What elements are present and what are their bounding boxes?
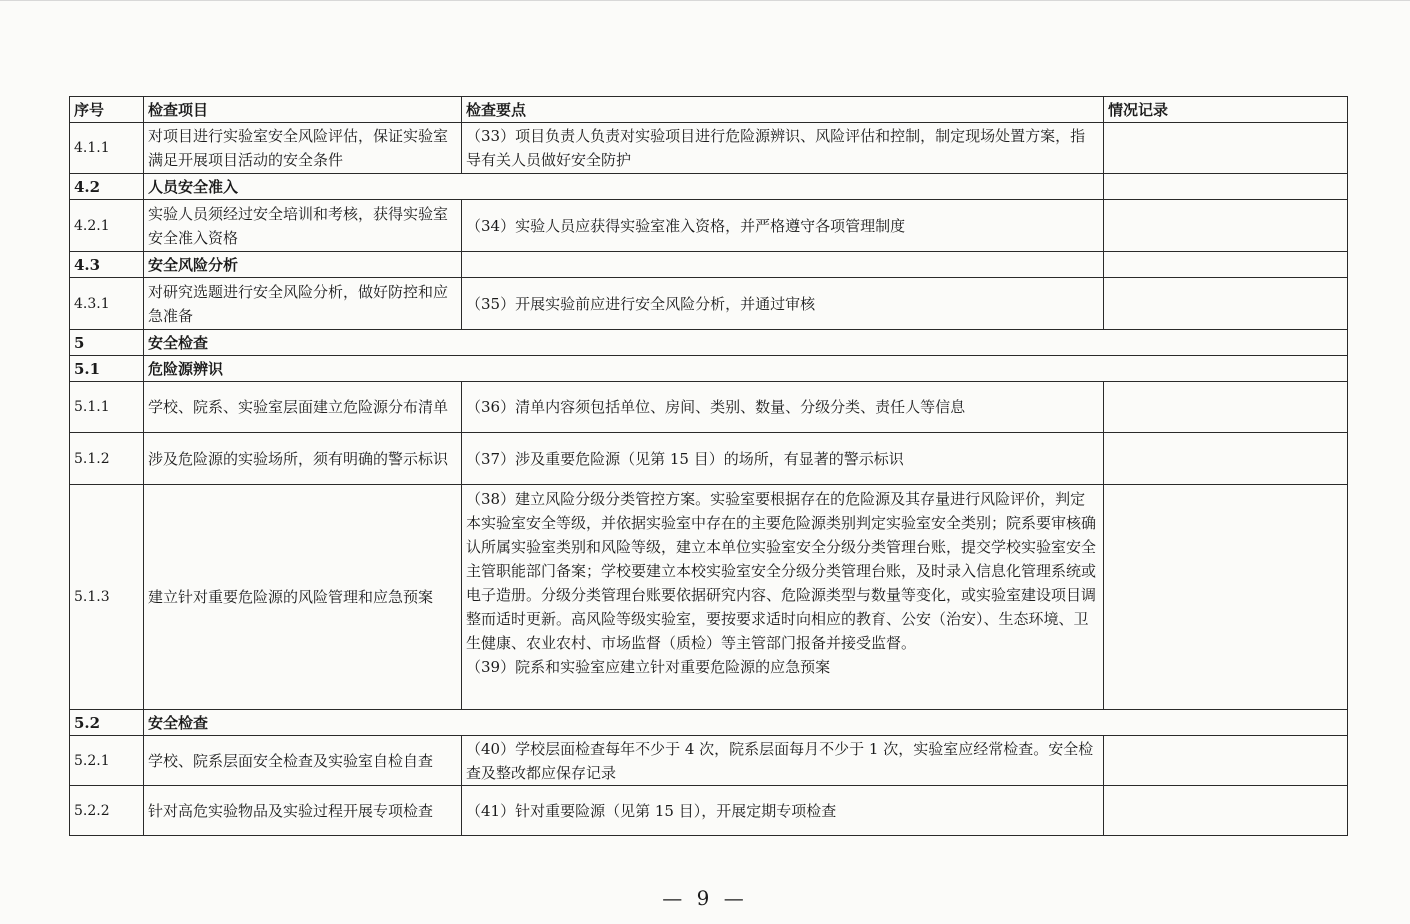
table-header-row	[70, 97, 1348, 123]
row-item: 学校、院系层面安全检查及实验室自检自查	[144, 736, 462, 786]
header-record: 情况记录	[1104, 97, 1348, 123]
inspection-table	[69, 96, 1348, 836]
row-record	[1104, 278, 1348, 330]
row-points: （33）项目负责人负责对实验项目进行危险源辨识、风险评估和控制，制定现场处置方案，指导有关人员做好安全防护	[462, 123, 1104, 174]
section-title: 安全检查	[144, 710, 1348, 736]
section-row	[70, 710, 1348, 736]
row-item: 实验人员须经过安全培训和考核，获得实验室安全准入资格	[144, 200, 462, 252]
table-row	[70, 382, 1348, 433]
row-points: （41）针对重要险源（见第 15 目），开展定期专项检查	[462, 786, 1104, 836]
row-record	[1104, 485, 1348, 710]
section-seq: 5	[70, 330, 144, 356]
table-row	[70, 433, 1348, 485]
row-points: （40）学校层面检查每年不少于 4 次，院系层面每月不少于 1 次，实验室应经常检查。安全检查及整改都应保存记录	[462, 736, 1104, 786]
row-seq: 4.1.1	[70, 123, 144, 174]
row-record	[1104, 736, 1348, 786]
section-title: 安全风险分析	[144, 252, 462, 278]
row-points	[462, 252, 1104, 278]
row-item: 对研究选题进行安全风险分析，做好防控和应急准备	[144, 278, 462, 330]
header-points: 检查要点	[462, 97, 1104, 123]
table-row	[70, 278, 1348, 330]
row-points: （37）涉及重要危险源（见第 15 目）的场所，有显著的警示标识	[462, 433, 1104, 485]
section-seq: 5.2	[70, 710, 144, 736]
row-seq: 5.1.1	[70, 382, 144, 433]
row-seq: 5.1.2	[70, 433, 144, 485]
row-record	[1104, 433, 1348, 485]
section-title: 安全检查	[144, 330, 1348, 356]
section-row	[70, 174, 1348, 200]
page-number: — 9 —	[662, 886, 748, 910]
row-record	[1104, 200, 1348, 252]
row-points: （34）实验人员应获得实验室准入资格，并严格遵守各项管理制度	[462, 200, 1104, 252]
scan-edge	[0, 0, 1410, 1]
table-row	[70, 786, 1348, 836]
row-item: 学校、院系、实验室层面建立危险源分布清单	[144, 382, 462, 433]
row-item: 建立针对重要危险源的风险管理和应急预案	[144, 485, 462, 710]
table-row	[70, 485, 1348, 710]
row-seq: 5.2.2	[70, 786, 144, 836]
row-seq: 5.1.3	[70, 485, 144, 710]
section-seq: 5.1	[70, 356, 144, 382]
row-points: （36）清单内容须包括单位、房间、类别、数量、分级分类、责任人等信息	[462, 382, 1104, 433]
section-row	[70, 356, 1348, 382]
section-row	[70, 330, 1348, 356]
section-seq: 4.3	[70, 252, 144, 278]
table-row	[70, 123, 1348, 174]
row-seq: 4.3.1	[70, 278, 144, 330]
row-record	[1104, 174, 1348, 200]
row-seq: 5.2.1	[70, 736, 144, 786]
section-title: 危险源辨识	[144, 356, 1348, 382]
section-title: 人员安全准入	[144, 174, 1104, 200]
row-seq: 4.2.1	[70, 200, 144, 252]
row-points: （35）开展实验前应进行安全风险分析，并通过审核	[462, 278, 1104, 330]
row-item: 涉及危险源的实验场所，须有明确的警示标识	[144, 433, 462, 485]
table-row	[70, 200, 1348, 252]
row-points: （38）建立风险分级分类管控方案。实验室要根据存在的危险源及其存量进行风险评价，判定本实验室安全等级，并依据实验室中存在的主要危险源类别判定实验室安全类别；院系要审核确认所属实验室类别和风险等级，建立本单位实验室安全分级分类管理台账，提交学校实验室安全主管职能部门备案；学校要建立本校实验室安全分级分类管理台账，及时录入信息化管理系统或电子造册。分级分类管理台账要依据研究内容、危险源类型与数量等变化，或实验室建设项目调整而适时更新。高风险等级实验室，要按要求适时向相应的教育、公安（治安）、生态环境、卫生健康、农业农村、市场监督（质检）等主管部门报备并接受监督。 （39）院系和实验室应建立针对重要危险源的应急预案	[462, 485, 1104, 710]
section-seq: 4.2	[70, 174, 144, 200]
header-item: 检查项目	[144, 97, 462, 123]
row-record	[1104, 786, 1348, 836]
row-record	[1104, 252, 1348, 278]
row-record	[1104, 382, 1348, 433]
table-row	[70, 736, 1348, 786]
row-item: 对项目进行实验室安全风险评估，保证实验室满足开展项目活动的安全条件	[144, 123, 462, 174]
header-seq: 序号	[70, 97, 144, 123]
row-record	[1104, 123, 1348, 174]
row-item: 针对高危实验物品及实验过程开展专项检查	[144, 786, 462, 836]
section-row	[70, 252, 1348, 278]
